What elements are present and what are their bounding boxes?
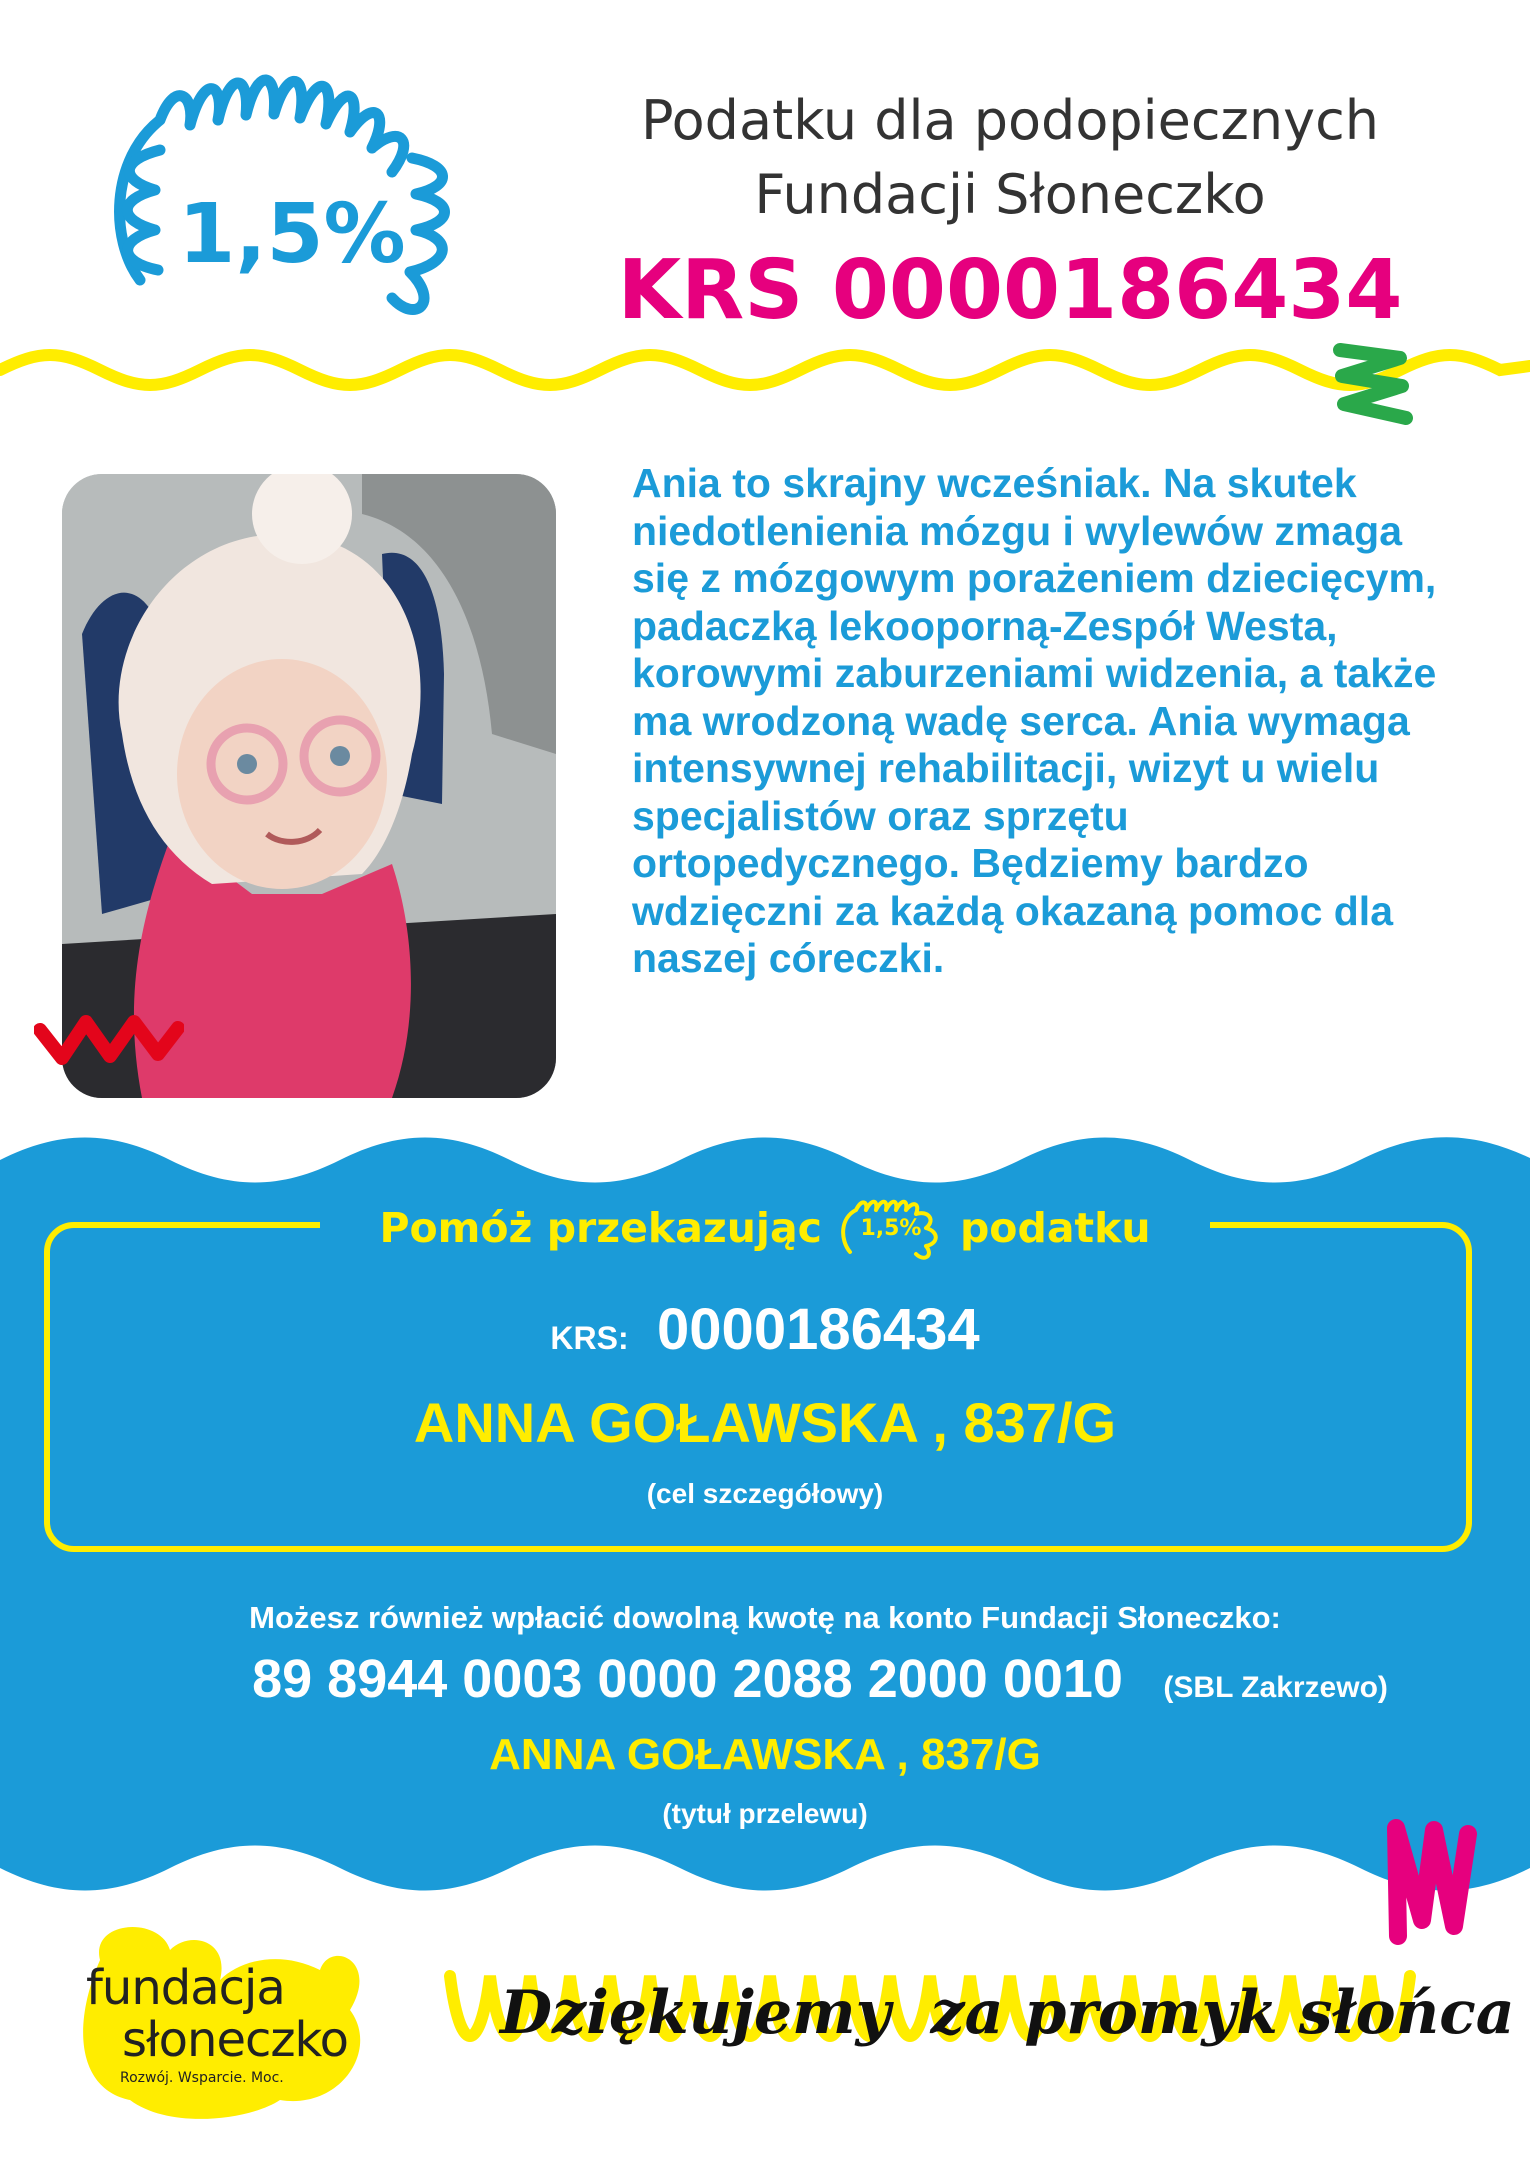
transfer-title: ANNA GOŁAWSKA , 837/G — [489, 1730, 1041, 1779]
thanks-text — [500, 1978, 1515, 2048]
foundation-logo — [80, 1920, 380, 2130]
red-zigzag-icon — [34, 1010, 184, 1070]
badge-label: 1,5% — [178, 187, 406, 282]
transfer-caption: (tytuł przelewu) — [662, 1798, 868, 1829]
help-title — [320, 1196, 1210, 1260]
mini-sun-badge — [836, 1196, 946, 1260]
goal-name: ANNA GOŁAWSKA , 837/G — [413, 1391, 1117, 1454]
logo-tagline: Rozwój. Wsparcie. Moc. — [120, 2070, 284, 2086]
goal-caption: (cel szczegółowy) — [646, 1478, 884, 1509]
help-title-before: Pomóż przekazując — [379, 1204, 822, 1252]
header — [560, 84, 1460, 346]
yellow-wave-divider — [0, 340, 1530, 430]
logo-line-1: fundacja — [86, 1960, 285, 2016]
mini-sun-label: 1,5% — [860, 1215, 922, 1241]
account-bank: (SBL Zakrzewo) — [1163, 1671, 1388, 1704]
sun-badge — [100, 40, 500, 340]
logo-line-2: słoneczko — [122, 2012, 349, 2068]
help-title-after: podatku — [959, 1204, 1151, 1252]
krs-label: KRS: — [550, 1320, 629, 1356]
child-photo — [62, 474, 556, 1098]
krs-value: 0000186434 — [657, 1297, 980, 1362]
thanks-part-1: Dziękujemy — [500, 1978, 891, 2048]
header-line-1: Podatku dla podopiecznych — [640, 89, 1380, 152]
header-line-2: Fundacji Słoneczko — [754, 163, 1266, 226]
thanks-part-2: za promyk słońca — [930, 1978, 1515, 2048]
sun-rays-icon — [100, 40, 500, 340]
pink-zigzag-icon — [1382, 1816, 1482, 1946]
krs-line — [0, 1296, 1530, 1363]
header-krs: KRS 0000186434 — [617, 243, 1403, 338]
account-number: 89 8944 0003 0000 2088 2000 0010 — [252, 1649, 1123, 1709]
account-row — [0, 1648, 1530, 1710]
child-story: Ania to skrajny wcześniak. Na skutek niedotlenienia mózgu i wylewów zmaga się z mózgowym porażeniem dziecięcym, padaczką lekooporną-Zespół Westa, korowymi zaburzeniami widzenia, a także ma wrodzoną wadę serca. Ania wymaga intensywnej rehabilitacji, wizyt u wielu specjalistów oraz sprzętu ortopedycznego. Będziemy bardzo wdzięczni za każdą okazaną pomoc dla naszej córeczki. — [632, 460, 1437, 981]
account-intro: Możesz również wpłacić dowolną kwotę na konto Fundacji Słoneczko: — [249, 1600, 1281, 1635]
green-zigzag-icon — [1330, 340, 1420, 430]
